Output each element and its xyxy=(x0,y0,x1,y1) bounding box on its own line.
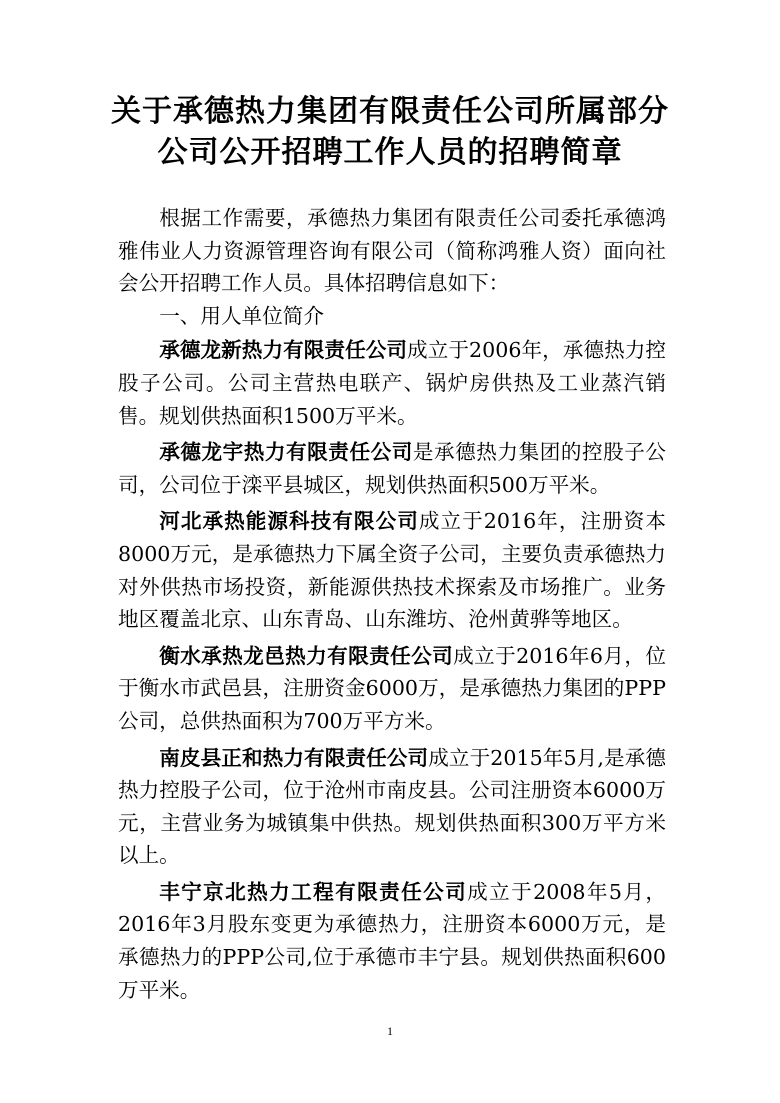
company-paragraph xyxy=(118,640,666,738)
company-paragraph xyxy=(118,505,666,635)
document-title-line-1: 关于承德热力集团有限责任公司所属部分 xyxy=(111,94,669,129)
document-body xyxy=(118,202,666,1006)
page-number: 1 xyxy=(387,1024,393,1038)
company-name: 承德龙新热力有限责任公司 xyxy=(159,338,408,363)
company-paragraph xyxy=(118,876,666,1006)
company-description: 是承德热力集团的控股子公司，公司位于滦平县城区，规划供热面积500万平米。 xyxy=(118,440,667,497)
company-name: 衡水承热龙邑热力有限责任公司 xyxy=(159,643,454,668)
company-name: 丰宁京北热力工程有限责任公司 xyxy=(159,879,468,904)
company-description: 成立于2016年，注册资本8000万元，是承德热力下属全资子公司，主要负责承德热力对外供热市场投资，新能源供热技术探索及市场推广。业务地区覆盖北京、山东青岛、山东潍坊、沧州黄骅等地区。 xyxy=(118,509,666,632)
intro-paragraph: 根据工作需要，承德热力集团有限责任公司委托承德鸿雅伟业人力资源管理咨询有限公司（简称鸿雅人资）面向社会公开招聘工作人员。具体招聘信息如下： xyxy=(118,206,666,296)
company-paragraph xyxy=(118,742,666,872)
document-title-line-2: 公司公开招聘工作人员的招聘简章 xyxy=(157,135,623,170)
company-description: 成立于2015年5月,是承德热力控股子公司，位于沧州市南皮县。公司注册资本6000万元，主营业务为城镇集中供热。规划供热面积300万平方米以上。 xyxy=(118,745,667,868)
company-name: 承德龙宇热力有限责任公司 xyxy=(159,440,413,465)
company-paragraph xyxy=(118,436,666,501)
section-heading: 一、用人单位简介 xyxy=(159,303,324,328)
company-description: 成立于2006年，承德热力控股子公司。公司主营热电联产、锅炉房供热及工业蒸汽销售。规划供热面积1500万平米。 xyxy=(118,338,666,428)
company-description: 成立于2008年5月，2016年3月股东变更为承德热力，注册资本6000万元，是承德热力的PPP公司,位于承德市丰宁县。规划供热面积600万平米。 xyxy=(118,879,667,1002)
company-description: 成立于2016年6月，位于衡水市武邑县，注册资金6000万，是承德热力集团的PPP公司，总供热面积为700万平方米。 xyxy=(118,643,667,733)
company-name: 南皮县正和热力有限责任公司 xyxy=(159,745,429,770)
company-paragraph xyxy=(118,334,666,432)
company-name: 河北承热能源科技有限公司 xyxy=(159,509,419,534)
